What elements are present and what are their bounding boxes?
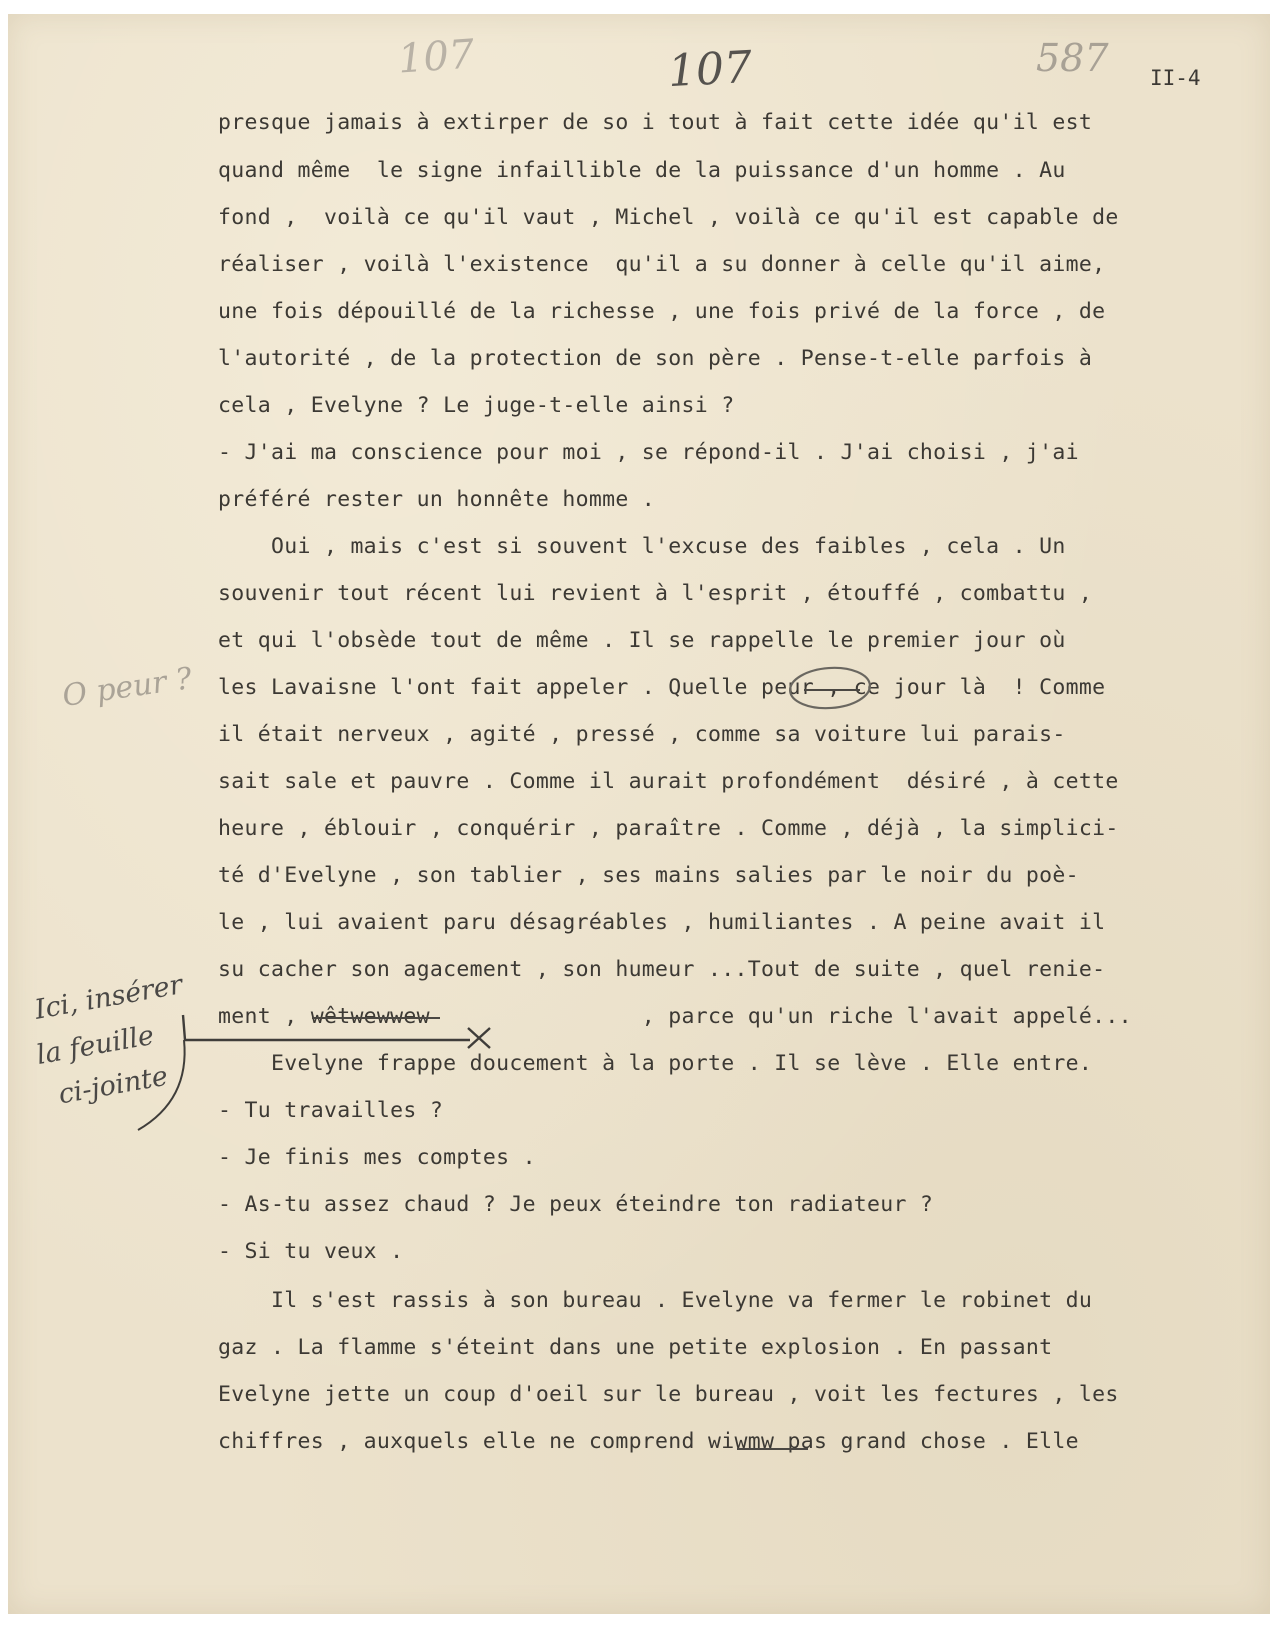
pencil-folio: 107 [396, 31, 476, 83]
text-line: - Tu travailles ? [218, 1098, 444, 1123]
text-line: presque jamais à extirper de so i tout à fait cette idée qu'il est [218, 110, 1093, 135]
text-line: réaliser , voilà l'existence qu'il a su donner à celle qu'il aime, [218, 252, 1106, 277]
text-line: il était nerveux , agité , pressé , comme sa voiture lui parais- [218, 722, 1066, 747]
text-line: le , lui avaient paru désagréables , humiliantes . A peine avait il [218, 910, 1106, 935]
text-line: - J'ai ma conscience pour moi , se répond-il . J'ai choisi , j'ai [218, 440, 1079, 465]
text-line: l'autorité , de la protection de son père . Pense-t-elle parfois à [218, 346, 1093, 371]
margin-insert-note-line1: Ici, insérer [32, 969, 185, 1026]
text-line: - Je finis mes comptes . [218, 1145, 536, 1170]
margin-insert-note-line3: ci-jointe [56, 1060, 171, 1111]
text-line: chiffres , auxquels elle ne comprend wiwmw pas grand chose . Elle [218, 1429, 1079, 1454]
text-line: et qui l'obsède tout de même . Il se rappelle le premier jour où [218, 628, 1066, 653]
text-line: les Lavaisne l'ont fait appeler . Quelle peur , ce jour là ! Comme [218, 675, 1106, 700]
section-ref: II-4 [1150, 66, 1201, 90]
margin-query-note: O peur ? [60, 661, 195, 714]
cross-mark [468, 1028, 490, 1048]
ink-folio: 107 [666, 41, 754, 98]
margin-insert-note-line2: la feuille [34, 1019, 157, 1072]
text-line: Il s'est rassis à son bureau . Evelyne va fermer le robinet du [218, 1288, 1093, 1313]
text-line: Oui , mais c'est si souvent l'excuse des faibles , cela . Un [218, 534, 1066, 559]
stamp-number: 587 [1036, 36, 1109, 80]
text-line: Evelyne jette un coup d'oeil sur le bureau , voit les fectures , les [218, 1382, 1119, 1407]
text-line: heure , éblouir , conquérir , paraître . Comme , déjà , la simplici- [218, 816, 1119, 841]
text-line: gaz . La flamme s'éteint dans une petite explosion . En passant [218, 1335, 1053, 1360]
text-line: quand même le signe infaillible de la puissance d'un homme . Au [218, 158, 1066, 183]
text-line: sait sale et pauvre . Comme il aurait profondément désiré , à cette [218, 769, 1119, 794]
text-line: té d'Evelyne , son tablier , ses mains salies par le noir du poè- [218, 863, 1079, 888]
text-line: - As-tu assez chaud ? Je peux éteindre ton radiateur ? [218, 1192, 934, 1217]
bracket-tail-mark [138, 1040, 185, 1130]
text-line: - Si tu veux . [218, 1239, 404, 1264]
circle-mark [789, 665, 872, 710]
text-line: une fois dépouillé de la richesse , une fois privé de la force , de [218, 299, 1106, 324]
text-line: souvenir tout récent lui revient à l'esprit , étouffé , combattu , [218, 581, 1093, 606]
text-line: su cacher son agacement , son humeur ...Tout de suite , quel renie- [218, 957, 1106, 982]
text-line: cela , Evelyne ? Le juge-t-elle ainsi ? [218, 393, 735, 418]
text-line: Evelyne frappe doucement à la porte . Il se lève . Elle entre. [218, 1051, 1093, 1076]
text-line: ment , wêtwewwew , parce qu'un riche l'avait appelé... [218, 1004, 1132, 1029]
text-line: préféré rester un honnête homme . [218, 487, 656, 512]
text-line: fond , voilà ce qu'il vaut , Michel , voilà ce qu'il est capable de [218, 205, 1119, 230]
